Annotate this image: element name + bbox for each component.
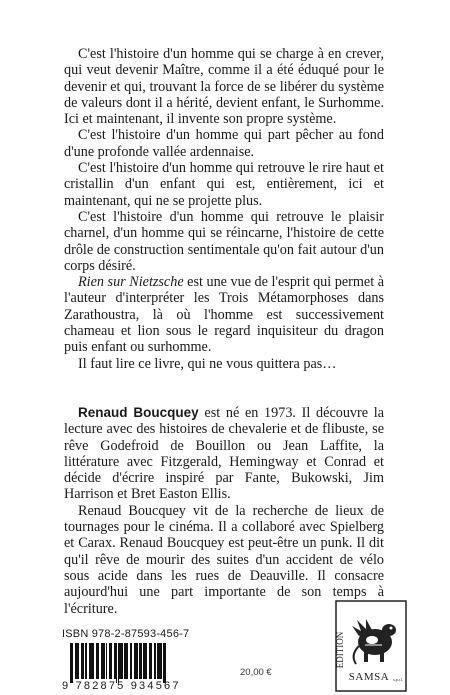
bio-paragraph-1-text: est né en 1973. Il découvre la lecture avec des histoires de chevalerie et de flibuste, se rêve Godefroid de Bouillon ou Jean Laffite, la littérature avec Fitzgerald, Hemingway et Conrad et décide d'écrire inspiré par Fante, Bukowski, Jim Harrison et Bret Easton Ellis.	[64, 405, 384, 503]
ean-number: 9 782875 934567	[62, 680, 181, 692]
price-label: 20,00 €	[240, 667, 272, 678]
barcode-bars	[70, 643, 166, 679]
publisher-top: EDITION	[335, 631, 345, 669]
blurb-paragraph-1: C'est l'histoire d'un homme qui se charge à en crever, qui veut devenir Maître, comme il a été éduqué pour le devenir et qui, trouvant la force de se libérer du système de valeurs dont il a hérité, devient enfant, le Surhomme. Ici et maintenant, il invente son propre système.	[64, 46, 384, 128]
blurb-paragraph-3: C'est l'histoire d'un homme qui retrouve le rire haut et cristallin d'un enfant qui est, entièrement, ici et maintenant, qui ne se projette plus.	[64, 160, 384, 209]
closing-line: Il faut lire ce livre, qui ne vous quittera pas…	[78, 355, 337, 372]
blurb-text	[64, 46, 384, 372]
book-title: Rien sur Nietzsche	[78, 274, 184, 291]
blurb-paragraph-4: C'est l'histoire d'un homme qui retrouve le plaisir charnel, d'un homme qui se réincarne, l'histoire de cette drôle de construction sentimentale qu'on fait autour d'un corps désiré.	[64, 208, 384, 274]
publisher-suffix: s.p.r.l.	[393, 677, 403, 682]
bio-paragraph-1	[64, 405, 384, 503]
barcode-bar	[165, 643, 166, 683]
bio-paragraph-2: Renaud Boucquey vit de la recherche de lieux de tournages pour le cinéma. Il a collaboré avec Spielberg et Carax. Renaud Boucquey est peut-être un punk. Il dit qu'il rêve de mourir des suites d'un accident de vélo sous acide dans les rues de Deauville. Il consacre aujourd'hui une part importante de son temps à l'écriture.	[64, 502, 384, 617]
blurb-paragraph-2: C'est l'histoire d'un homme qui part pêcher au fond d'une profonde vallée ardennaise.	[64, 127, 384, 160]
blurb-paragraph-5-text: est une vue de l'esprit qui permet à l'auteur d'interpréter les Trois Métamorphoses dans Zarathoustra, là où l'homme est successivement chameau et lion sous le regard inquisiteur du dragon puis enfant ou surhomme.	[64, 274, 384, 356]
author-bio	[64, 405, 384, 617]
isbn-label: ISBN 978-2-87593-456-7	[62, 628, 190, 640]
publisher-bottom: SAMSA	[348, 671, 390, 683]
author-name: Renaud Boucquey	[78, 405, 199, 420]
barcode	[62, 628, 252, 692]
blurb-paragraph-5	[64, 274, 384, 355]
publisher-logo-icon	[335, 600, 407, 692]
